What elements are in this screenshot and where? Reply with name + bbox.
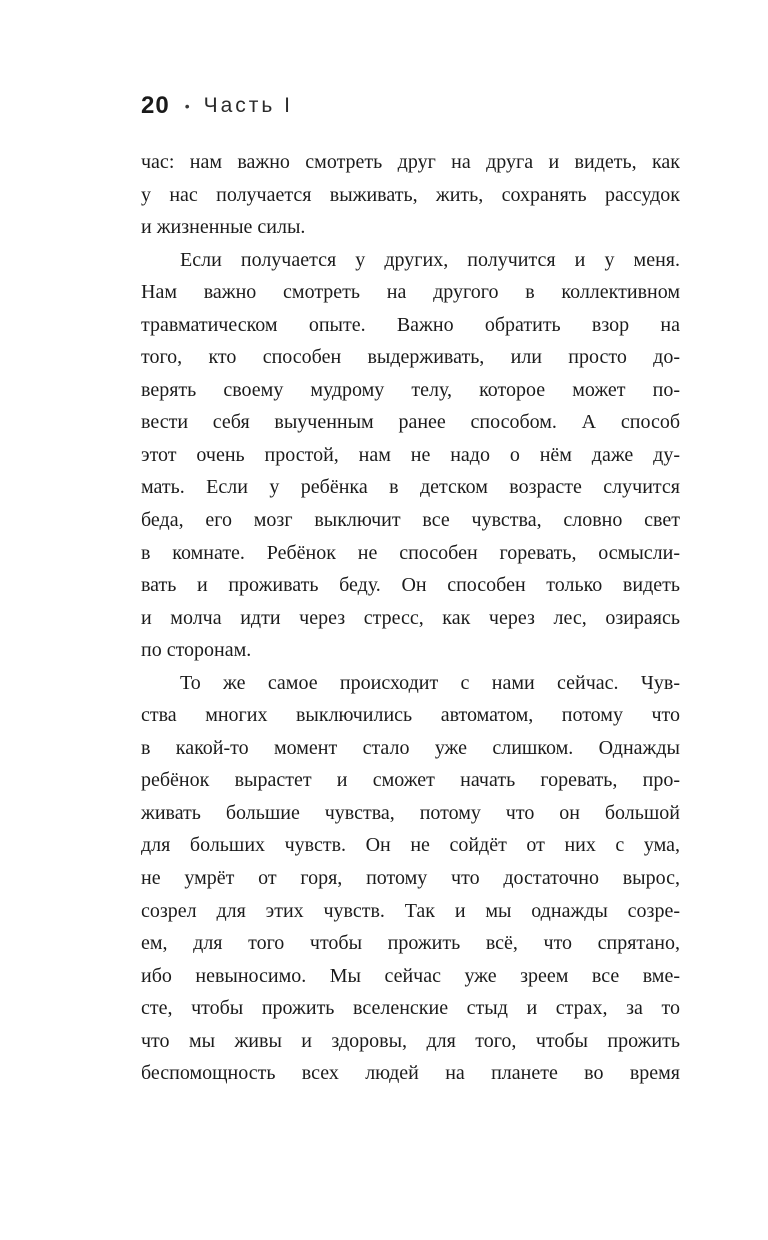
text-line: сте, чтобы прожить вселенские стыд и страх, за то (141, 997, 680, 1020)
running-header (141, 92, 293, 120)
page-number: 20 (141, 92, 170, 119)
text-line: и молча идти через стресс, как через лес, озираясь (141, 606, 680, 629)
bullet-separator-icon: • (184, 98, 190, 114)
paragraph (141, 667, 680, 1090)
text-line: вать и проживать беду. Он способен только видеть (141, 574, 680, 597)
text-line: для больших чувств. Он не сойдёт от них с ума, (141, 834, 680, 857)
paragraph (141, 146, 680, 244)
text-line: не умрёт от горя, потому что достаточно вырос, (141, 867, 680, 890)
text-line: мать. Если у ребёнка в детском возрасте случится (141, 476, 680, 499)
text-line: Нам важно смотреть на другого в коллективном (141, 281, 680, 304)
text-line: созрел для этих чувств. Так и мы однажды созре- (141, 899, 680, 922)
text-line: ибо невыносимо. Мы сейчас уже зреем все вме- (141, 964, 680, 987)
text-line: верять своему мудрому телу, которое может по- (141, 378, 680, 401)
text-line: живать большие чувства, потому что он большой (141, 801, 680, 824)
text-line: То же самое происходит с нами сейчас. Чув- (180, 671, 680, 694)
section-title: Часть I (203, 94, 294, 117)
text-line: в комнате. Ребёнок не способен горевать, осмысли- (141, 541, 680, 564)
text-line: беспомощность всех людей на планете во время (141, 1062, 680, 1085)
text-line: Если получается у других, получится и у меня. (180, 248, 680, 271)
paragraph (141, 244, 680, 667)
text-line: и жизненные силы. (141, 216, 306, 239)
text-line: травматическом опыте. Важно обратить взор на (141, 313, 680, 336)
text-line: ребёнок вырастет и сможет начать горевать, про- (141, 769, 680, 792)
text-line: час: нам важно смотреть друг на друга и видеть, как (141, 151, 680, 173)
text-line: ем, для того чтобы прожить всё, что спрятано, (141, 932, 680, 955)
text-line: беда, его мозг выключит все чувства, словно свет (141, 509, 680, 532)
text-line: что мы живы и здоровы, для того, чтобы прожить (141, 1029, 680, 1052)
text-line: ства многих выключились автоматом, потому что (141, 704, 680, 727)
text-line: вести себя выученным ранее способом. А способ (141, 411, 680, 434)
text-line: этот очень простой, нам не надо о нём даже ду- (141, 443, 680, 466)
text-line: по сторонам. (141, 639, 252, 662)
page-body (141, 146, 680, 1090)
text-line: у нас получается выживать, жить, сохранять рассудок (141, 183, 680, 206)
text-line: в какой-то момент стало уже слишком. Однажды (141, 736, 680, 759)
text-line: того, кто способен выдерживать, или просто до- (141, 346, 680, 369)
